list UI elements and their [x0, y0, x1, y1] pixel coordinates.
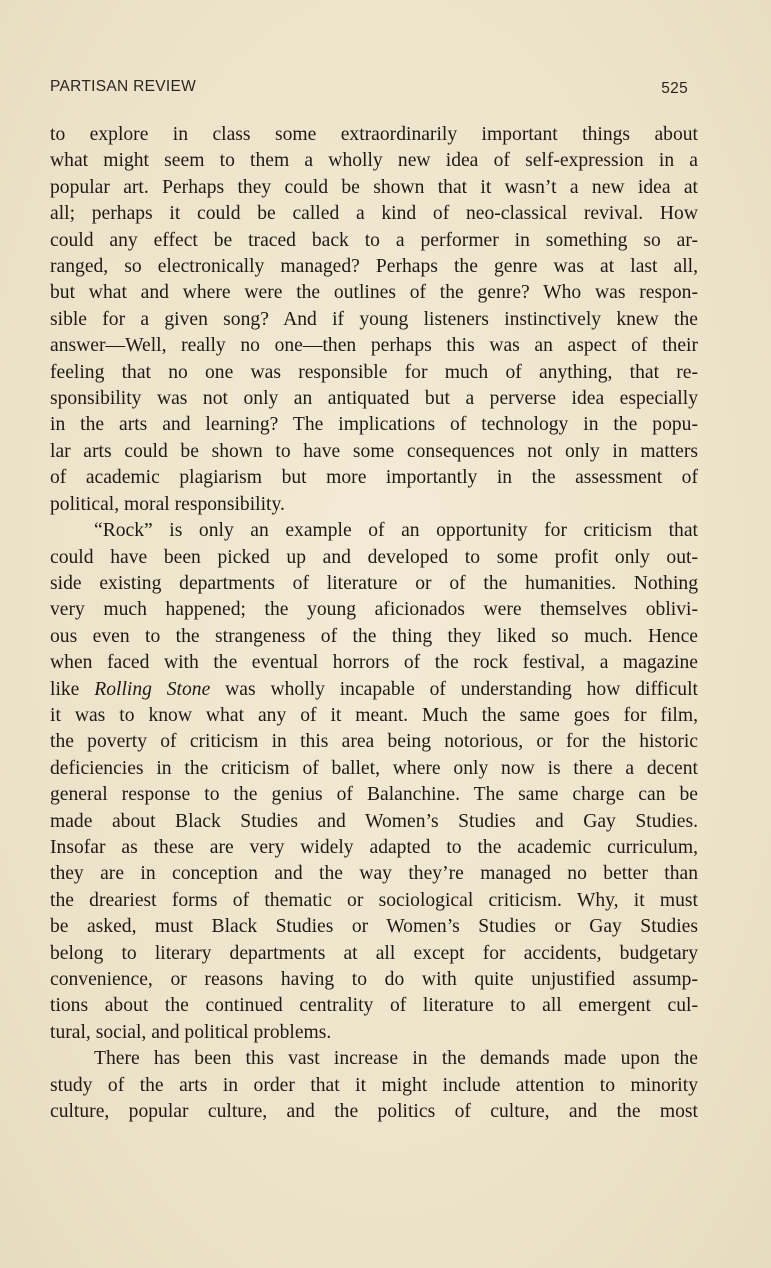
- text-line: sponsibility was not only an antiquated but a perverse idea especially: [50, 388, 698, 410]
- text-line: could have been picked up and developed to some profit only out-: [50, 546, 698, 568]
- text-line: they are in conception and the way they’re managed no better than: [50, 863, 698, 885]
- text-line: feeling that no one was responsible for much of anything, that re-: [50, 361, 698, 383]
- magazine-title: Rolling Stone: [94, 678, 211, 700]
- text-line: ranged, so electronically managed? Perhaps the genre was at last all,: [50, 256, 698, 278]
- text-line: the dreariest forms of thematic or sociological criticism. Why, it must: [50, 889, 698, 911]
- text-line: tions about the continued centrality of literature to all emergent cul-: [50, 995, 698, 1017]
- text-line: general response to the genius of Balanchine. The same charge can be: [50, 784, 698, 806]
- text-line: Insofar as these are very widely adapted to the academic curriculum,: [50, 836, 698, 858]
- text-line: tural, social, and political problems.: [50, 1021, 332, 1043]
- text-line: all; perhaps it could be called a kind of neo-classical revival. How: [50, 203, 698, 225]
- text-line: when faced with the eventual horrors of the rock festival, a magazine: [50, 652, 698, 674]
- page-number: 525: [661, 80, 688, 97]
- text-line: answer—Well, really no one—then perhaps this was an aspect of their: [50, 335, 698, 357]
- paragraph-3: [50, 1046, 698, 1125]
- body-text: [50, 122, 698, 1125]
- journal-title: PARTISAN REVIEW: [50, 78, 197, 95]
- text-line: political, moral responsibility.: [50, 493, 285, 515]
- text-line: be asked, must Black Studies or Women’s Studies or Gay Studies: [50, 916, 698, 938]
- text-line: very much happened; the young aficionados were themselves oblivi-: [50, 599, 698, 621]
- text-line: but what and where were the outlines of the genre? Who was respon-: [50, 282, 698, 304]
- italic-prefix: like: [50, 678, 80, 700]
- text-line: could any effect be traced back to a performer in something so ar-: [50, 229, 698, 251]
- text-line: in the arts and learning? The implications of technology in the popu-: [50, 414, 698, 436]
- text-line: to explore in class some extraordinarily important things about: [50, 124, 698, 145]
- paragraph-2: [50, 518, 698, 1046]
- text-line: ous even to the strangeness of the thing they liked so much. Hence: [50, 625, 698, 647]
- text-line: convenience, or reasons having to do with quite unjustified assump-: [50, 969, 698, 990]
- text-line: what might seem to them a wholly new idea of self-expression in a: [50, 150, 698, 172]
- running-head: [50, 78, 690, 102]
- text-line: There has been this vast increase in the demands made upon the: [94, 1048, 698, 1070]
- text-line: side existing departments of literature or of the humanities. Nothing: [50, 572, 698, 594]
- text-line: belong to literary departments at all except for accidents, budgetary: [50, 942, 698, 964]
- text-line: lar arts could be shown to have some consequences not only in matters: [50, 440, 698, 462]
- text-line: study of the arts in order that it might include attention to minority: [50, 1074, 698, 1096]
- text-line: “Rock” is only an example of an opportunity for criticism that: [94, 520, 698, 542]
- text-line: popular art. Perhaps they could be shown that it wasn’t a new idea at: [50, 176, 698, 198]
- line-remainder: was wholly incapable of understanding how difficult: [225, 678, 698, 700]
- text-line: made about Black Studies and Women’s Studies and Gay Studies.: [50, 810, 698, 832]
- text-line: it was to know what any of it meant. Much the same goes for film,: [50, 704, 698, 726]
- paragraph-1: [50, 122, 698, 518]
- text-line: of academic plagiarism but more importantly in the assessment of: [50, 467, 698, 489]
- text-line: deficiencies in the criticism of ballet, where only now is there a decent: [50, 757, 698, 779]
- text-line: sible for a given song? And if young listeners instinctively knew the: [50, 308, 698, 330]
- text-line: culture, popular culture, and the politics of culture, and the most: [50, 1101, 698, 1123]
- text-line: the poverty of criticism in this area being notorious, or for the historic: [50, 731, 698, 753]
- text-line-italic-title: [50, 677, 698, 703]
